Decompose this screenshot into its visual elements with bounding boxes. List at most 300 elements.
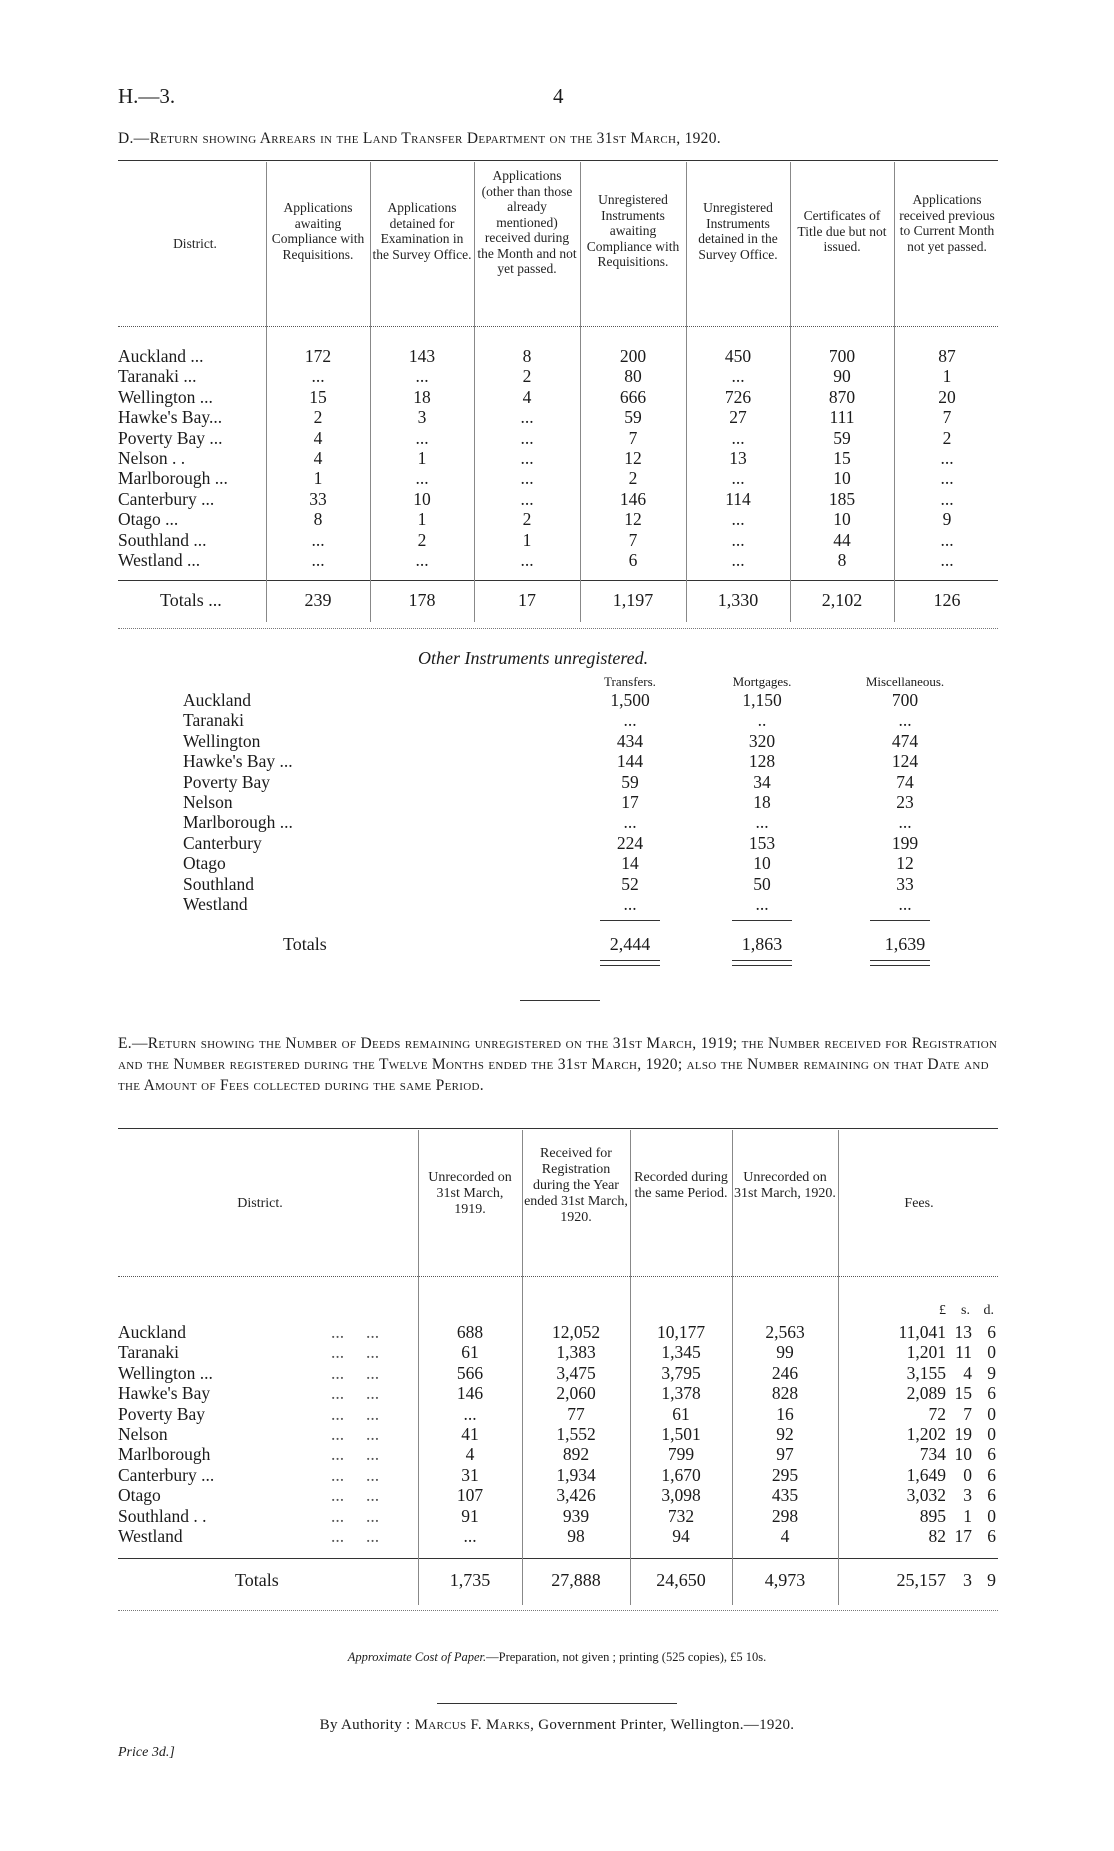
table-e-total: 4,973 — [764, 1570, 806, 1590]
oi-double-rule — [732, 960, 792, 961]
cell: 61 — [461, 1342, 479, 1363]
authority-prefix: By Authority : — [319, 1717, 411, 1733]
table-d-col-divider — [790, 162, 791, 622]
cell: 6 — [987, 1525, 996, 1546]
district-name: Westland ... — [118, 549, 201, 570]
cell: ... — [520, 407, 534, 428]
table-d-col-certificates — [792, 346, 892, 570]
cell: 1,670 — [661, 1464, 701, 1485]
table-e-header: Received for Registration during the Year ended 31st March, 1920. — [524, 1146, 628, 1225]
cell: 2 — [942, 427, 952, 448]
table-d-header: Unregistered Instruments awaiting Compliance with Requisitions. — [586, 192, 680, 269]
cell: ... — [311, 549, 325, 570]
cell: 185 — [828, 488, 856, 509]
table-e-header: Unrecorded on 31st March, 1919. — [428, 1170, 512, 1217]
cell: 434 — [616, 730, 644, 751]
cell: 688 — [456, 1322, 484, 1342]
table-e-header-fees: Fees. — [904, 1196, 934, 1211]
authority-rest: Government Printer, Wellington.—1920. — [538, 1717, 795, 1733]
cell: 870 — [828, 386, 856, 407]
district-name: Poverty Bay ... — [118, 427, 223, 448]
table-d-title-text: Return showing Arrears in the Land Transfer Department on the 31st March, 1920. — [149, 130, 721, 147]
district-name: Southland — [183, 873, 254, 894]
oi-col-transfers — [580, 690, 680, 914]
table-e-title-text: Return showing the Number of Deeds remaining unregistered on the 31st March, 1919; the Number received for Registration and the Number registered during the Twelve Months ended the 31st March, 1920; also the Number remaining on that Date and the Amount of Fees collected during the same Period. — [118, 1035, 998, 1094]
table-e-total: 24,650 — [656, 1570, 706, 1590]
district-name: Canterbury ... — [118, 1464, 215, 1485]
table-d-col-previous — [896, 346, 998, 570]
district-name: Marlborough ... — [118, 468, 228, 489]
cell: 17 — [621, 791, 639, 812]
cell: 0 — [963, 1464, 972, 1485]
cell: 3 — [963, 1485, 972, 1506]
oi-total: 2,444 — [609, 934, 651, 954]
cell: ... — [415, 366, 429, 387]
document-code: H.—3. — [118, 84, 176, 108]
cell: 734 — [919, 1444, 946, 1465]
table-e-header-district: District. — [237, 1196, 283, 1211]
district-name: Westland — [118, 1525, 183, 1546]
cell: 144 — [616, 751, 644, 772]
cell: ... — [731, 549, 745, 570]
district-name: Canterbury ... — [118, 488, 215, 509]
oi-double-rule — [600, 960, 660, 961]
cell: 18 — [413, 386, 431, 407]
cell: 3,795 — [661, 1362, 701, 1383]
cell: ... — [415, 468, 429, 489]
cell: ... — [731, 427, 745, 448]
table-d-total: 126 — [933, 590, 961, 610]
cell: 17 — [954, 1525, 972, 1546]
table-d-col-divider — [370, 162, 371, 622]
cell: 6 — [628, 549, 638, 570]
table-d-col-month — [476, 346, 578, 570]
cell: 8 — [837, 549, 847, 570]
cell: 1,934 — [556, 1464, 596, 1485]
table-d-bottom-rule — [118, 628, 998, 629]
cell: 12 — [896, 853, 914, 874]
table-d-col-divider — [266, 162, 267, 622]
district-name: Canterbury — [183, 832, 262, 853]
table-e-col-divider — [838, 1130, 839, 1605]
oi-header-transfers: Transfers. — [604, 674, 656, 689]
district-name: Auckland — [118, 1322, 187, 1342]
cell: 27 — [729, 407, 747, 428]
table-e-bottom-rule — [118, 1610, 998, 1611]
table-e-title — [118, 1033, 1008, 1096]
cell: 92 — [776, 1423, 794, 1444]
cell: 14 — [621, 853, 639, 874]
cell: 72 — [928, 1403, 946, 1424]
cell: 59 — [624, 407, 642, 428]
district-name: Poverty Bay — [183, 771, 271, 792]
cell: 91 — [461, 1505, 479, 1526]
cell: 4 — [313, 447, 323, 468]
district-name: Taranaki ... — [118, 366, 197, 387]
cell: 7 — [628, 427, 638, 448]
cell: 0 — [987, 1342, 996, 1363]
cell: 9 — [942, 509, 952, 530]
oi-col-miscellaneous — [840, 690, 970, 914]
cell: 11 — [955, 1342, 972, 1363]
district-name: Nelson — [118, 1423, 168, 1444]
cell: 3,155 — [906, 1362, 946, 1383]
cell: 146 — [456, 1383, 484, 1404]
district-name: Westland — [183, 893, 248, 914]
cell: 6 — [987, 1322, 996, 1342]
table-d-total: 178 — [408, 590, 436, 610]
cell: 61 — [672, 1403, 690, 1424]
cell: ... — [623, 893, 637, 914]
cell: 828 — [771, 1383, 799, 1404]
cell: 59 — [621, 771, 639, 792]
table-d-header: Applications (other than those already mentioned) received during the Month and not yet passed. — [477, 168, 577, 276]
table-d-header: Applications detained for Examination in the Survey Office. — [372, 200, 472, 262]
cell: 33 — [896, 873, 914, 894]
table-e-header: Unrecorded on 31st March, 1920. — [734, 1170, 836, 1201]
cost-note-text: —Preparation, not given ; printing (525 copies), £5 10s. — [486, 1650, 767, 1664]
fee-unit-pounds: £ — [939, 1303, 946, 1318]
table-d-header: Unregistered Instruments detained in the Survey Office. — [698, 200, 778, 262]
cell: 1 — [522, 529, 532, 550]
cell: ... — [940, 468, 954, 489]
table-d-col-survey — [372, 346, 472, 570]
cell: 107 — [456, 1485, 484, 1506]
district-name: Nelson . . — [118, 447, 186, 468]
fee-unit-shillings: s. — [961, 1303, 970, 1318]
cell: 2 — [628, 468, 638, 489]
district-name: Wellington ... — [118, 386, 213, 407]
cost-note — [0, 1650, 1114, 1665]
table-e-header-rule — [118, 1276, 998, 1277]
table-e-prefix: E.— — [118, 1035, 148, 1052]
cell: 12 — [624, 447, 642, 468]
cell: 298 — [771, 1505, 799, 1526]
cell: 1,201 — [906, 1342, 946, 1363]
cell: 732 — [667, 1505, 695, 1526]
cell: 1,202 — [906, 1423, 946, 1444]
table-d-header-rule — [118, 326, 998, 327]
table-e-col-divider — [732, 1130, 733, 1605]
table-e-total-fees-shillings: 3 — [963, 1570, 972, 1590]
cell: 799 — [667, 1444, 695, 1465]
oi-double-rule — [732, 965, 792, 966]
district-name: Taranaki — [183, 710, 244, 731]
cell: 246 — [771, 1362, 799, 1383]
cell: 146 — [619, 488, 647, 509]
table-d-header: Applications received previous to Current Month not yet passed. — [899, 192, 995, 254]
page-number: 4 — [553, 84, 564, 108]
cell: 1,383 — [556, 1342, 596, 1363]
cell: ... — [463, 1525, 477, 1546]
cell: 1,552 — [556, 1423, 596, 1444]
oi-sum-rule — [870, 920, 930, 921]
cell: 87 — [938, 346, 956, 366]
cell: 6 — [987, 1485, 996, 1506]
cell: 4 — [522, 386, 532, 407]
cell: ... — [415, 549, 429, 570]
cell: ... — [731, 509, 745, 530]
table-d-totals-rule — [118, 580, 998, 581]
cell: 99 — [776, 1342, 794, 1363]
cell: ... — [415, 427, 429, 448]
oi-header-mortgages: Mortgages. — [732, 674, 792, 689]
cell: 10 — [833, 509, 851, 530]
cell: 1,150 — [742, 690, 782, 710]
cell: 52 — [621, 873, 639, 894]
table-e-col-divider — [522, 1130, 523, 1605]
oi-sum-rule — [600, 920, 660, 921]
cell: ... — [463, 1403, 477, 1424]
cell: 50 — [753, 873, 771, 894]
cell: 895 — [919, 1505, 946, 1526]
cell: 435 — [771, 1485, 799, 1506]
cell: ... — [623, 812, 637, 833]
cell: 20 — [938, 386, 956, 407]
cell: 31 — [461, 1464, 479, 1485]
cell: 939 — [562, 1505, 590, 1526]
cell: 0 — [987, 1505, 996, 1526]
cell: ... — [311, 366, 325, 387]
cell: 200 — [619, 346, 647, 366]
authority-line — [0, 1717, 1114, 1734]
district-name: Otago — [183, 853, 226, 874]
oi-header-miscellaneous: Miscellaneous. — [865, 674, 945, 689]
oi-district-column — [183, 690, 293, 914]
cell: 8 — [313, 509, 323, 530]
oi-double-rule — [600, 965, 660, 966]
oi-col-mortgages — [712, 690, 812, 914]
cell: 80 — [624, 366, 642, 387]
cell: ... — [520, 549, 534, 570]
district-name: Hawke's Bay ... — [183, 751, 293, 772]
cell: 2 — [522, 366, 532, 387]
table-e-col-received — [524, 1322, 628, 1546]
cell: 6 — [987, 1444, 996, 1465]
district-name: Marlborough — [118, 1444, 211, 1465]
oi-double-rule — [870, 960, 930, 961]
cell: 19 — [954, 1423, 972, 1444]
cell: 114 — [725, 488, 751, 509]
cell: 143 — [408, 346, 436, 366]
cell: 3,475 — [556, 1362, 596, 1383]
cell: ... — [731, 366, 745, 387]
district-name: Auckland — [183, 690, 252, 710]
cell: 224 — [616, 832, 644, 853]
cell: 10 — [833, 468, 851, 489]
cell: 111 — [829, 407, 855, 428]
cell: 566 — [456, 1362, 484, 1383]
oi-totals-label: Totals — [283, 934, 327, 954]
table-e-total-fees-pence: 9 — [987, 1570, 996, 1590]
cell: ... — [898, 812, 912, 833]
cell: 6 — [987, 1383, 996, 1404]
cell: 44 — [833, 529, 851, 550]
table-e-col-unrecorded-1919 — [420, 1322, 520, 1546]
cell: 16 — [776, 1403, 794, 1424]
cell: ... — [898, 893, 912, 914]
table-d-title — [118, 130, 998, 148]
oi-total: 1,639 — [884, 934, 926, 954]
cell: 450 — [724, 346, 752, 366]
district-name: Otago ... — [118, 509, 179, 530]
table-e-total: 27,888 — [551, 1570, 601, 1590]
cell: 1,500 — [610, 690, 650, 710]
oi-total: 1,863 — [741, 934, 783, 954]
district-name: Southland . . — [118, 1505, 207, 1526]
district-name: Poverty Bay — [118, 1403, 206, 1424]
cell: 1 — [963, 1505, 972, 1526]
cell: ... — [755, 893, 769, 914]
cell: 13 — [729, 447, 747, 468]
table-d-col-divider — [580, 162, 581, 622]
cell: 700 — [828, 346, 856, 366]
section-separator — [520, 1000, 600, 1001]
cell: 7 — [628, 529, 638, 550]
cell: 1,345 — [661, 1342, 701, 1363]
cell: ... — [731, 468, 745, 489]
cell: ... — [520, 488, 534, 509]
cell: 2 — [313, 407, 323, 428]
district-name: Nelson — [183, 791, 233, 812]
cell: ... — [520, 427, 534, 448]
cell: 172 — [304, 346, 332, 366]
table-e-col-divider — [630, 1130, 631, 1605]
cell: 1,501 — [661, 1423, 701, 1444]
cell: ... — [940, 549, 954, 570]
cell: 10 — [753, 853, 771, 874]
cell: 10 — [413, 488, 431, 509]
cell: 320 — [748, 730, 776, 751]
table-e-col-fees-pounds — [850, 1322, 946, 1546]
table-e-col-unrecorded-1920 — [734, 1322, 836, 1546]
district-name: Wellington ... — [118, 1362, 213, 1383]
table-d-col-unreg-survey — [688, 346, 788, 570]
cell: 726 — [724, 386, 752, 407]
table-d-total: 1,330 — [717, 590, 759, 610]
cell: ... — [623, 710, 637, 731]
cell: 474 — [891, 730, 919, 751]
cell: 12,052 — [551, 1322, 601, 1342]
cell: 0 — [987, 1423, 996, 1444]
cell: 23 — [896, 791, 914, 812]
cell: 18 — [753, 791, 771, 812]
cell: 4 — [313, 427, 323, 448]
table-d-prefix: D.— — [118, 130, 150, 147]
district-name: Auckland ... — [118, 346, 204, 366]
cell: 2 — [417, 529, 427, 550]
district-name: Hawke's Bay... — [118, 407, 223, 428]
cell: 4 — [780, 1525, 790, 1546]
cell: 90 — [833, 366, 851, 387]
table-e-total: 1,735 — [449, 1570, 491, 1590]
cell: 15 — [309, 386, 327, 407]
cell: 1,378 — [661, 1383, 701, 1404]
cell: .. — [757, 710, 767, 731]
cell: 2,089 — [906, 1383, 946, 1404]
cell: 12 — [624, 509, 642, 530]
district-name: Wellington — [183, 730, 261, 751]
cell: 700 — [891, 690, 919, 710]
table-d-col-divider — [894, 162, 895, 622]
cell: 153 — [748, 832, 776, 853]
cell: 41 — [461, 1423, 479, 1444]
footer-rule — [437, 1703, 677, 1704]
oi-double-rule — [870, 965, 930, 966]
table-d-col-unreg-awaiting — [582, 346, 684, 570]
table-e-dot-leaders: ... ... ... ... ... ... ... ... ... ... ... ... ... ... ... ... ... ... ... ... ... ... — [330, 1322, 380, 1546]
table-e-top-rule — [118, 1128, 998, 1129]
cell: ... — [940, 488, 954, 509]
cell: 295 — [771, 1464, 799, 1485]
district-name: Taranaki — [118, 1342, 179, 1363]
cell: 892 — [562, 1444, 590, 1465]
cell: 15 — [954, 1383, 972, 1404]
cell: ... — [731, 529, 745, 550]
table-e-district-column — [118, 1322, 214, 1546]
cell: 2 — [522, 509, 532, 530]
cell: 1 — [417, 447, 427, 468]
cell: 1 — [417, 509, 427, 530]
table-d-district-column — [118, 346, 228, 570]
table-d-total: 1,197 — [612, 590, 654, 610]
cell: 1 — [942, 366, 952, 387]
table-e-totals-label: Totals — [235, 1570, 279, 1590]
table-e-header: Recorded during the same Period. — [634, 1170, 728, 1201]
cell: 124 — [891, 751, 919, 772]
cell: 8 — [522, 346, 532, 366]
district-name: Marlborough ... — [183, 812, 293, 833]
table-d-header: Applications awaiting Compliance with Requisitions. — [271, 200, 365, 262]
cell: 128 — [748, 751, 776, 772]
district-name: Otago — [118, 1485, 161, 1506]
table-d-col-divider — [686, 162, 687, 622]
table-d-col-divider — [474, 162, 475, 622]
cell: 77 — [567, 1403, 585, 1424]
other-instruments-title: Other Instruments unregistered. — [418, 648, 649, 668]
table-e-col-recorded — [632, 1322, 730, 1546]
cell: ... — [520, 447, 534, 468]
table-d-total: 2,102 — [821, 590, 863, 610]
cell: 33 — [309, 488, 327, 509]
cell: ... — [311, 529, 325, 550]
table-e-col-fees-shillings — [948, 1322, 972, 1546]
cell: 74 — [896, 771, 914, 792]
cell: 666 — [619, 386, 647, 407]
cell: 59 — [833, 427, 851, 448]
oi-sum-rule — [732, 920, 792, 921]
price-note: Price 3d.] — [118, 1745, 175, 1760]
cell: 4 — [963, 1362, 972, 1383]
table-e-col-fees-pence — [974, 1322, 996, 1546]
cost-note-label: Approximate Cost of Paper. — [347, 1650, 487, 1664]
district-name: Southland ... — [118, 529, 207, 550]
cell: 11,041 — [898, 1322, 946, 1342]
cell: 7 — [963, 1403, 972, 1424]
table-e-total-fees-pounds: 25,157 — [896, 1570, 946, 1590]
table-d-total: 239 — [304, 590, 332, 610]
cell: 7 — [942, 407, 952, 428]
cell: 34 — [753, 771, 771, 792]
cell: 4 — [465, 1444, 475, 1465]
cell: ... — [755, 812, 769, 833]
printer-name: Marcus F. Marks, — [414, 1717, 535, 1733]
cell: 9 — [987, 1362, 996, 1383]
cell: ... — [898, 710, 912, 731]
cell: ... — [520, 468, 534, 489]
fee-unit-pence: d. — [983, 1303, 994, 1318]
cell: 98 — [567, 1525, 585, 1546]
